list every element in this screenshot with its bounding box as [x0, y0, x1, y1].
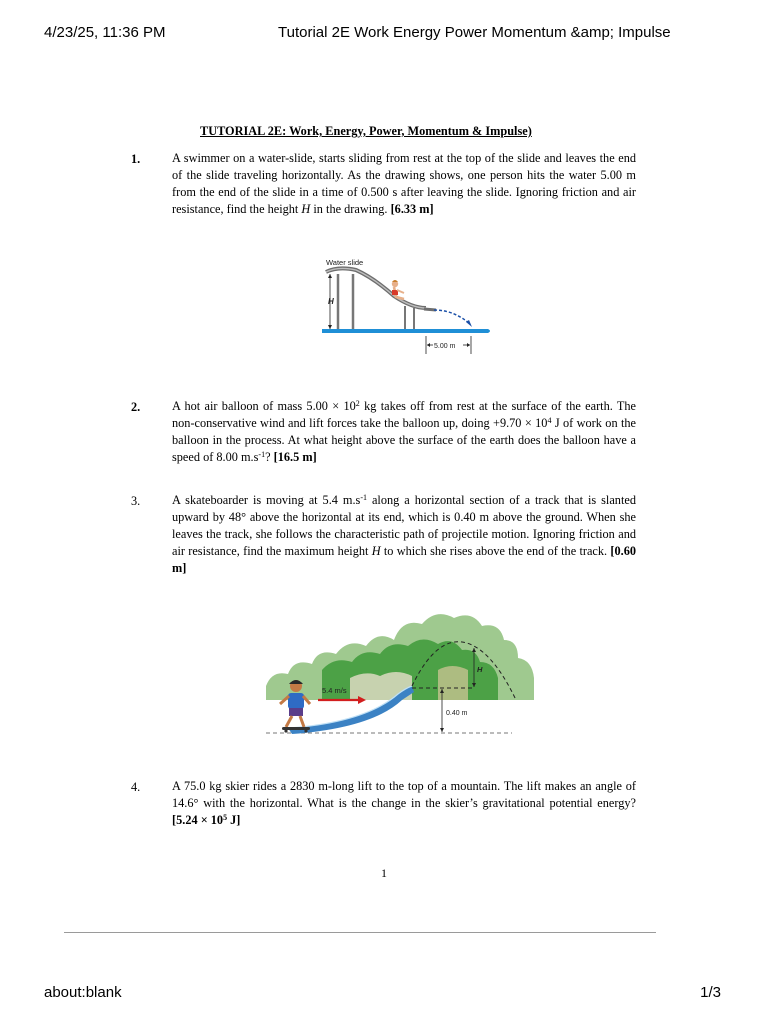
- question-1-text: A swimmer on a water-slide, starts sliding from rest at the top of the slide and leaves the end of the slide traveling horizontally. As the drawing shows, one person hits the water 5.00 m from the end of the slide in a time of 0.500 s after leaving the slide. Ignoring friction and air resistance, find the height H in the drawing. [6.33 m]: [172, 151, 636, 216]
- question-4-answer: [$5.24 \times 10^5$ J]: [172, 813, 241, 827]
- page-separator: [64, 932, 656, 933]
- print-page-counter: 1/3: [700, 984, 721, 1001]
- print-datetime: 4/23/25, 11:36 PM: [44, 24, 166, 41]
- slide-distance-label: 5.00 m: [434, 343, 456, 350]
- water-slide-figure: [316, 252, 496, 360]
- question-1-answer: [6.33 m]: [390, 202, 434, 216]
- question-1-number: 1.: [131, 152, 141, 166]
- question-3-text: A skateboarder is moving at 5.4 $m.s^{-1}$ along a horizontal section of a track that is slanted upward by 48° above the horizontal at its end, which is 0.40 m above the ground. When she leaves the track, she follows the characteristic path of projectile motion. Ignoring friction and air resistance, find the maximum height H to which she rises above the end of the track. [0.60 m]: [172, 493, 637, 575]
- track-height-label: 0.40 m: [446, 710, 468, 717]
- skateboarder-figure: [262, 600, 552, 742]
- slide-height-label: H: [328, 297, 334, 306]
- question-3-number: 3.: [131, 494, 141, 508]
- trajectory-height-label: H: [477, 665, 483, 674]
- question-4-text: A 75.0 kg skier rides a 2830 m-long lift to the top of a mountain. The lift makes an angle of 14.6° with the horizontal. What is the change in the skier’s gravitational potential energy? [$5.24 \times 10^5$ J]: [172, 779, 636, 827]
- print-url: about:blank: [44, 984, 122, 1001]
- question-2-text: A hot air balloon of mass $5.00 \times 10^2$ kg takes off from rest at the surface of the earth. The non-conservative wind and lift forces take the balloon up, doing $+9.70 \times 10^4$ J of work on the balloon in the process. At what height above the surface of the earth does the balloon have a speed of 8.00 $m.s^{-1}$? [16.5 m]: [172, 399, 637, 464]
- print-header-title: Tutorial 2E Work Energy Power Momentum &amp; Impulse: [278, 24, 671, 41]
- question-4-number: 4.: [131, 780, 141, 794]
- question-3-answer: [0.60 m]: [172, 544, 637, 575]
- speed-label: 5.4 m/s: [322, 686, 347, 695]
- document-title: TUTORIAL 2E: Work, Energy, Power, Momentum & Impulse): [200, 124, 532, 138]
- question-2-number: 2.: [131, 400, 141, 414]
- water-slide-label: Water slide: [326, 258, 364, 267]
- page-number: 1: [381, 866, 387, 880]
- question-2-answer: [16.5 m]: [273, 450, 317, 464]
